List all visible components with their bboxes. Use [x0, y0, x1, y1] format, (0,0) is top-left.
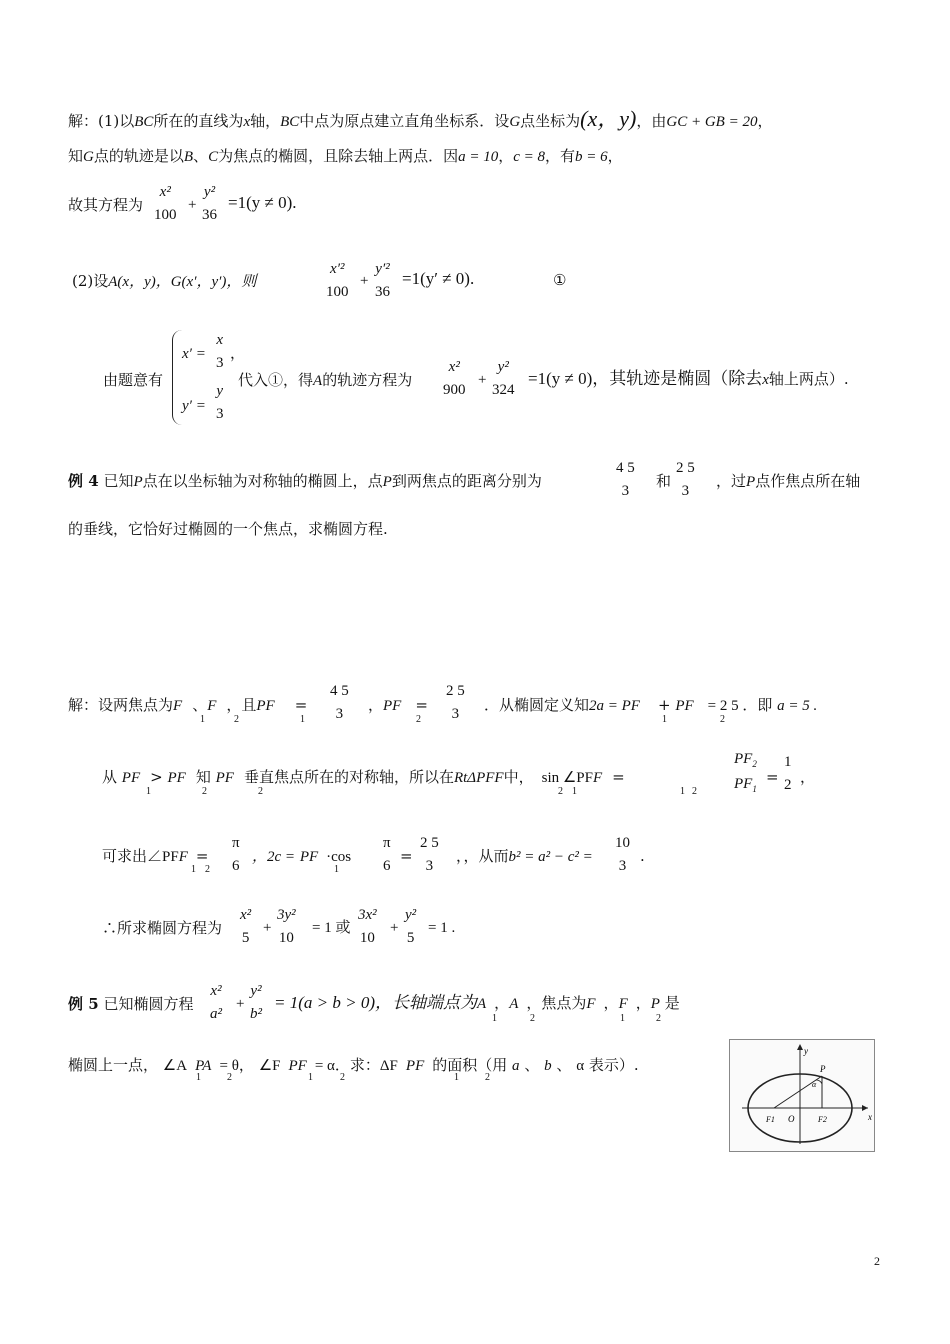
frac-y2-324: y² 324	[492, 359, 515, 398]
frac-y-3: y 3	[216, 383, 224, 422]
system-eq2: y′ =	[182, 398, 206, 414]
label-y: y	[804, 1046, 808, 1056]
sub2-f: 2	[558, 786, 563, 797]
sub-ang1-1: 1	[196, 1072, 201, 1083]
plus-sign-5: +	[390, 920, 399, 936]
sol3-line3-label: 故其方程为	[68, 196, 144, 214]
sub-ang2-2: 2	[340, 1072, 345, 1083]
frac-x2-5: x² 5	[240, 907, 252, 946]
label-alpha: α	[812, 1080, 817, 1089]
eq2-rhs: =1(y′ ≠ 0).	[402, 269, 475, 288]
ex4-line2: 的垂线，它恰好过椭圆的一个焦点，求椭圆方程.	[68, 520, 388, 538]
sub2-h: 2	[205, 864, 210, 875]
label-F1: F1	[766, 1115, 775, 1124]
sol4-line3-dot: .	[640, 847, 645, 865]
page-number: 2	[874, 1254, 880, 1268]
ellipse-figure	[729, 1039, 875, 1152]
frac-2root5-3: 2 5 3	[676, 460, 695, 499]
ex4-and: 和	[656, 472, 672, 490]
sol4-eq-half: =	[766, 768, 779, 786]
circle-one-marker: ①	[553, 271, 567, 289]
sol4-line4-tail: = 1 .	[428, 920, 456, 936]
sol3-system-label: 由题意有	[103, 371, 164, 389]
sol4-line1-tail: ．从椭圆定义知2a = PF + PF = 2 5 ．即 a = 5 .	[484, 696, 818, 714]
frac-1-2: 1 2	[784, 754, 792, 793]
sol4-line3-mid: ，2c = PF ·cos	[252, 849, 352, 865]
frac-2root5-3-b: 2 5 3	[446, 683, 465, 722]
frac-x-3: x 3	[216, 332, 224, 371]
sub1-g: 1	[191, 864, 196, 875]
frac-y2-b2: y² b²	[250, 983, 262, 1022]
sol3-line2: 知G点的轨迹是以B、C为焦点的椭圆，且除去轴上两点．因a = 10，c = 8，有b = 6，	[68, 147, 623, 165]
sub2-a: 2	[234, 714, 239, 725]
sub-tri-2: 2	[485, 1072, 490, 1083]
sub1-e: 1	[572, 786, 577, 797]
sub1-a: 1	[200, 714, 205, 725]
sub-tri-1: 1	[454, 1072, 459, 1083]
frac-pi-6: π 6	[232, 835, 240, 874]
ex4-line1: 例 4 已知P点在以坐标轴为对称轴的椭圆上，点P到两焦点的距离分别为	[68, 472, 542, 490]
label-P: P	[820, 1064, 826, 1074]
ex5-line1: 例 5 已知椭圆方程	[68, 995, 194, 1013]
sub-A1: 1	[492, 1013, 497, 1024]
sub2-c: 2	[720, 714, 725, 725]
frac-3x2-10: 3x² 10	[358, 907, 377, 946]
sol4-line1-mid: ，PF =	[368, 696, 428, 714]
frac-x2-a2: x² a²	[210, 983, 222, 1022]
sub1-d: 1	[146, 786, 151, 797]
plus-sign-3: +	[478, 372, 487, 388]
sub-A2: 2	[530, 1013, 535, 1024]
frac-xp2-100: x′² 100	[326, 261, 349, 300]
label-x: x	[868, 1112, 872, 1122]
sol3-line1: 解：(1)以BC所在的直线为x轴，BC中点为原点建立直角坐标系．设G点坐标为(x，y)，由GC + GB = 20，	[68, 106, 773, 131]
sol4-line4: ∴所求椭圆方程为	[102, 919, 223, 937]
sol3-system-result: 代入①，得A的轨迹方程为	[238, 371, 413, 389]
frac-10-3: 10 3	[615, 835, 630, 874]
ex5-line1-tail: = 1(a > b > 0)，长轴端点为A ，A ，焦点为F ，F ，P 是	[274, 993, 680, 1012]
sub-F2: 2	[656, 1013, 661, 1024]
sol4-line4-mid: = 1 或	[312, 920, 351, 936]
sol4-line3-tail: ，，从而b² = a² − c² =	[456, 847, 593, 865]
plus-sign-2: +	[360, 273, 369, 289]
frac-2root5-3-c: 2 5 3	[420, 835, 439, 874]
sub2-b: 2	[416, 714, 421, 725]
sol3-system-tail: =1(y ≠ 0)，其轨迹是椭圆（除去x轴上两点）.	[528, 369, 849, 388]
sub-F1: 1	[620, 1013, 625, 1024]
sol4-line1: 解：设两焦点为F 、F ，且PF =	[68, 696, 308, 714]
system-comma: ，	[230, 344, 246, 362]
sol4-line2: 从 PF > PF 知 PF 垂直焦点所在的对称轴，所以在RtΔPFF中， sin ∠PFF =	[102, 768, 625, 786]
sub1-b: 1	[300, 714, 305, 725]
eq1-rhs: =1(y ≠ 0).	[228, 193, 297, 212]
sol4-line3: 可求出∠PFF =	[102, 847, 209, 865]
frac-4root5-3-b: 4 5 3	[330, 683, 349, 722]
sub1-f: 1	[680, 786, 685, 797]
frac-pi-6-b: π 6	[383, 835, 391, 874]
label-F2: F2	[818, 1115, 827, 1124]
ellipse-diagram	[730, 1040, 874, 1151]
system-eq1: x′ =	[182, 346, 206, 362]
sub1-h: 1	[334, 864, 339, 875]
ex4-line1-tail: ，过P点作焦点所在轴	[716, 472, 861, 490]
plus-sign-4: +	[263, 920, 272, 936]
frac-x2-900: x² 900	[443, 359, 466, 398]
frac-x2-100: x² 100	[154, 184, 177, 223]
plus-sign-6: +	[236, 996, 245, 1012]
frac-y2-36: y² 36	[202, 184, 217, 223]
sub1-c: 1	[662, 714, 667, 725]
plus-sign: +	[188, 197, 197, 213]
ex5-line2: 椭圆上一点， ∠A PA = θ， ∠F PF = α．求：ΔF PF 的面积（用 a 、 b 、 α 表示）.	[68, 1056, 639, 1074]
frac-3y2-10: 3y² 10	[277, 907, 296, 946]
frac-y2-5: y² 5	[405, 907, 417, 946]
frac-PF2-PF1: $PF_2$ $PF_1$	[734, 751, 757, 794]
sub2-d: 2	[202, 786, 207, 797]
sol4-line2-comma: ，	[800, 768, 816, 786]
sub-ang2-1: 1	[308, 1072, 313, 1083]
frac-yp2-36: y′² 36	[375, 261, 390, 300]
sub2-g: 2	[692, 786, 697, 797]
sol3-p2-line: (2)设A(x，y)，G(x′，y′)，则	[72, 272, 257, 290]
frac-4root5-3: 4 5 3	[616, 460, 635, 499]
label-O: O	[788, 1114, 795, 1124]
sol4-eq-b: =	[400, 847, 413, 865]
sub-ang1-2: 2	[227, 1072, 232, 1083]
sub2-e: 2	[258, 786, 263, 797]
